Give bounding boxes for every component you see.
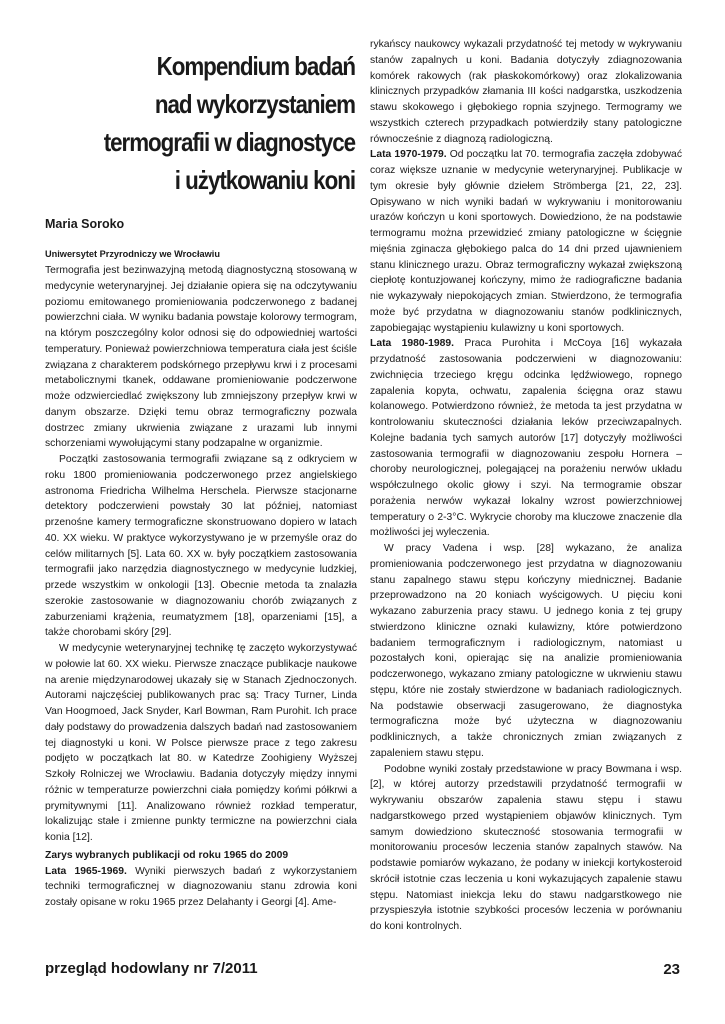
- paragraph: W medycynie weterynaryjnej technikę tę zaczęto wykorzystywać w połowie lat 60. XX wieku. Pierwsze znaczące publikacje naukowe na arenie międzynarodowej ukazały się w Stanach Zjednoczonych. Autorami najczęściej publikowanych prac są: Tracy Turner, Linda Van Hoogmoed, Jack Snyder, Karl Bowman, Ram Purohit. Ich prace dały podstawy do prowadzenia dalszych badań nad zastosowaniem tej diagnostyki u koni. W Polsce pierwsze prace z tego zakresu podjęto w początkach lat 80. w Katedrze Zoohigieny Wyższej Szkoły Rolniczej we Wrocławiu. Badania dotyczyły między innymi różnic w temperaturze powierzchni ciała pomiędzy końmi półkrwi a prymitywnymi [11]. Analizowano również rozkład temperatur, lokalizując stałe i zmienne punkty termiczne na powierzchni ciała konia [12].: [45, 643, 357, 843]
- left-column: [45, 263, 357, 911]
- period-label: Lata 1970-1979.: [370, 149, 447, 161]
- paragraph-text: Wyniki pierwszych badań z wykorzystaniem techniki termograficznej w diagnozowaniu stanu zdrowia koni zostały opisane w roku 1965 przez Delahanty i Georgi [4]. Ame-: [45, 865, 358, 908]
- author-name: Maria Soroko: [45, 217, 125, 231]
- title-line-4: i użytkowaniu koni: [174, 165, 355, 195]
- section-subheading: Zarys wybranych publikacji od roku 1965 do 2009: [45, 849, 289, 861]
- paragraph: [45, 864, 357, 911]
- title-line-2: nad wykorzystaniem: [154, 89, 355, 119]
- paragraph-text: Praca Purohita i McCoya [16] wykazała przydatność zastosowania podczerwieni w diagnozowaniu: zwichnięcia trzeciego kręgu odcinka lędźwiowego, ropnego zapalenia kopyta, ochwatu, zapalenia ścięgna oraz stawu kolanowego. Potwierdzono również, że metoda ta jest przydatna w kontrolowaniu skuteczności działania leków przeciwzapalnych. Kolejne badania tych samych autorów [17] dotyczyły możliwości zastosowania termografii w diagnozowaniu zespołu Hornera – choroby neurologicznej, polegającej na porażeniu nerwów układu współczulnego okolic głowy i szyi. Na termogramie obszar porażenia nerwów wykazał lokalny wzrost powierzchniowej temperatury o 2-3°C. Wykrycie choroby ma kluczowe znaczenie dla możliwości jej wyleczenia.: [370, 338, 682, 539]
- period-label: Lata 1980-1989.: [370, 338, 455, 350]
- paragraph: Podobne wyniki zostały przedstawione w pracy Bowmana i wsp. [2], w której autorzy przedstawili przydatność termografii w wykrywaniu obszarów zapalenia stawu stępu i stawu nadgarstkowego przed wystąpieniem objawów klinicznych. Tym samym dowiedziono skuteczność stosowania termografii w monitorowaniu procesów leczenia stanów zapalnych stawów. Na podstawie pomiarów wykazano, że podany w iniekcji kortykosteroid skrócił istotnie czas leczenia u koni wykazujących zapalenie stawu stępu. Natomiast iniekcja leku do stawu nadgarstkowego nie przyspieszyła istotnie szybkości procesów leczenia w porównaniu do koni kontrolnych.: [370, 763, 682, 932]
- author-affiliation: Uniwersytet Przyrodniczy we Wrocławiu: [45, 249, 220, 259]
- paragraph-text: Od początku lat 70. termografia zaczęła zdobywać coraz większe uznanie w medycynie weterynaryjnej. Publikacje w tym okresie były głównie dziełem Strömberga [21, 22, 23]. Opisywano w nich wyniki badań w wykrywaniu i monitorowaniu urazów kończyn u koni sportowych. Dowiedziono, że na podstawie termogramu można przewidzieć zmiany patologiczne w ścięgnie mięśnia zginacza głębokiego palca do 14 dni przed ujawnieniem stanu klinicznego urazu. Obraz termograficzny wykazał zwiększoną ciepłotę kontuzjowanej kończyny, mimo że radiograficzne badania nie wykazywały niepokojących zmian. Stwierdzono, że termografia może być przydatna w diagnozowaniu stanów podklinicznych, zapobiegając wystąpieniu kulawizny u koni sportowych.: [370, 149, 682, 334]
- article-title: [88, 47, 355, 199]
- paragraph: [370, 336, 682, 541]
- right-column: [370, 37, 682, 935]
- journal-footer: przegląd hodowlany nr 7/2011: [45, 960, 258, 977]
- period-label: Lata 1965-1969.: [45, 865, 127, 877]
- paragraph: W pracy Vadena i wsp. [28] wykazano, że analiza promieniowania podczerwonego jest przydatna w diagnozowaniu stanu zapalnego stawu stępu kończyny miednicznej. Badanie przeprowadzono na 20 koniach wyścigowych. U pięciu koni wykazano zaburzenia pracy stawu. U jednego konia z tej grupy stwierdzono kliniczne oznaki kulawizny, które potwierdzono badaniem termograficznym i radiologicznym, natomiast u pozostałych koni, opierając się na analizie promieniowania podczerwonego, wykazano zmiany patologiczne w ukrwieniu stawu stępu, które nie zostały stwierdzone w badaniach radiologicznych. Na podstawie obserwacji zasugerowano, że diagnostyka termograficzna może być użyteczna w diagnozowaniu podklinicznych, a także chronicznych zmian związanych z zapaleniem stawu stępu.: [370, 543, 682, 759]
- paragraph: rykańscy naukowcy wykazali przydatność tej metody w wykrywaniu stanów zapalnych u koni. Badania dotyczyły zdiagnozowania komórek rakowych (rak płaskokomórkowy) oraz zlokalizowania klinicznych przypadków złamania III kości nadgarstka, uszkodzenia stawu skokowego i głębokiego ropnia szyjnego. Termogramy we wszystkich czterech przypadkach potwierdziły stany patologiczne równocześnie z diagnozą radiologiczną.: [370, 39, 682, 145]
- paragraph: [370, 147, 682, 336]
- title-line-3: termografii w diagnostyce: [103, 127, 355, 157]
- title-line-1: Kompendium badań: [156, 51, 355, 81]
- page-number: 23: [663, 961, 680, 978]
- paragraph: Początki zastosowania termografii związane są z odkryciem w roku 1800 promieniowania podczerwonego przez angielskiego astronoma Friedricha Wilhelma Herschela. Pierwsze stacjonarne detektory podczerwieni powstały 30 lat później, natomiast przenośne kamery termograficzne skonstruowano dopiero w latach 40. XX wieku. W praktyce wykorzystywano je w przemyśle oraz do celów militarnych [5]. Lata 60. XX w. były początkiem zastosowania termografii jako narzędzia diagnostycznego w medycynie ludzkiej, przede wszystkim w onkologii [13]. Obecnie metoda ta znalazła szerokie zastosowanie w diagnozowaniu chorób związanych z zaburzeniami krążenia, reumatyzmem [18], oparzeniami [15], a także chorobami skóry [29].: [45, 454, 357, 639]
- paragraph: Termografia jest bezinwazyjną metodą diagnostyczną stosowaną w medycynie weterynaryjnej. Jej działanie opiera się na odczytywaniu poziomu emitowanego promieniowania podczerwonego z badanej powierzchni ciała. W wyniku badania powstaje kolorowy termogram, na którym poszczególny kolor odnosi się do odpowiedniej wartości temperatury. Ponieważ powierzchniowa temperatura ciała jest ściśle związana z charakterem podskórnego przepływu krwi i z procesami metabolicznymi tkanek, oddawane promieniowanie podczerwone może odzwierciedlać zwiększony lub zmniejszony przepływ krwi w danym obszarze. Dzięki temu obraz termograficzny pozwala dostrzec zmiany ukrwienia związane z urazami lub innymi schorzeniami wywołującymi stany podzapalne w organizmie.: [45, 265, 357, 450]
